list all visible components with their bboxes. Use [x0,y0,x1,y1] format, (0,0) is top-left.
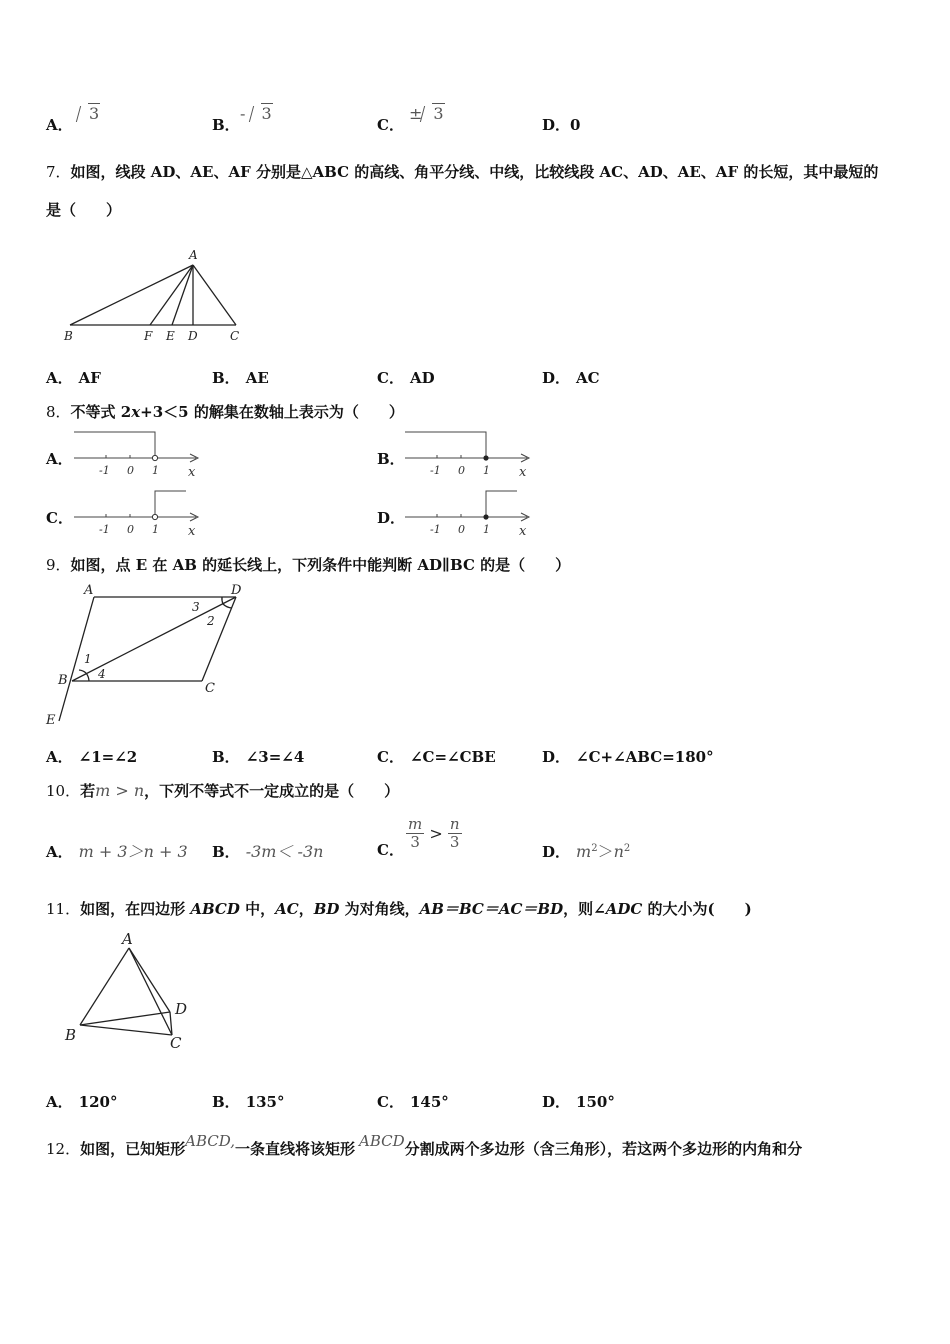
label-b: B [64,329,73,343]
sqrt-expr [78,104,100,123]
segment-bd [72,597,236,681]
base-1: m [576,842,592,861]
question-text: ，则∠ [563,900,606,918]
option-label: B． [212,748,240,766]
equality-chain: AB＝BC＝AC＝BD [419,900,564,918]
angle-arc-4 [86,673,89,681]
sign-prefix: - [240,104,246,123]
option-label: A． [46,748,73,766]
q11-option-d[interactable] [542,1091,615,1112]
rect-name-1: ABCD, [185,1132,235,1150]
solution-region [486,491,517,517]
q7-triangle-figure [56,244,256,348]
tick-neg1: -1 [99,464,110,477]
q6-option-c[interactable] [377,114,404,135]
angle-label-1: 1 [84,652,92,666]
question-text: 如图，已知矩形 [80,1140,186,1158]
label-c: C [230,329,240,343]
angle-adc: ADC [605,900,643,918]
q7-option-d[interactable] [542,367,600,388]
option-label: D． [542,748,571,766]
solution-region [405,432,486,458]
q8-number-line-c [72,487,207,539]
label-d: D [188,329,198,343]
label-a: A [122,930,133,948]
option-text: ∠1=∠2 [78,748,138,766]
q8-stem [46,401,404,422]
tick-1: 1 [152,464,159,477]
q6-option-b[interactable] [212,114,240,135]
exp-1: 2 [591,843,598,854]
question-text: 中， [239,900,276,918]
option-text: 120° [78,1093,118,1111]
fraction-left [406,816,424,851]
segment-ac [129,948,172,1035]
sign-prefix: ± [409,104,423,123]
q11-option-b[interactable] [212,1091,285,1112]
option-expr: -3m＜ -3n [245,842,324,861]
q7-option-c[interactable] [377,367,435,388]
option-label: D． [542,369,571,387]
exp-2: 2 [623,843,631,854]
question-number: 12． [46,1140,81,1158]
angle-arc-3 [222,597,223,604]
option-text: AE [245,369,269,387]
label-b: B [65,1026,77,1044]
q9-parallelogram-figure [42,580,252,730]
option-text: ∠3=∠4 [245,748,305,766]
denominator: 3 [449,833,460,851]
tick-1: 1 [483,523,490,536]
closed-point [483,455,488,460]
tick-1: 1 [483,464,490,477]
q7-stem-line1 [46,161,878,182]
label-b: B [58,673,68,688]
q8-option-c[interactable] [46,507,73,528]
q8-option-d[interactable] [377,507,405,528]
option-label: C． [377,116,404,134]
q6-option-a[interactable] [46,114,73,135]
segment-bd [80,1012,170,1025]
angle-label-3: 3 [192,600,200,614]
question-text: 如图，点 E 在 AB 的延长线上，下列条件中能判断 AD∥BC 的是（ ） [70,556,571,574]
base-2: n [613,842,624,861]
tick-neg1: -1 [99,523,110,536]
option-label: A． [46,369,73,387]
q7-option-b[interactable] [212,367,269,388]
option-text: 0 [570,116,581,134]
option-label: B． [212,116,240,134]
radicand: 3 [261,104,272,123]
question-text: ， [298,900,314,918]
segment-ad [129,948,170,1012]
q6-option-d[interactable] [542,114,580,135]
denominator: 3 [410,833,420,851]
fraction-right [448,816,462,851]
question-text-post: ，下列不等式不一定成立的是（ ） [144,782,400,800]
q11-stem [46,898,752,919]
option-label: C． [377,1093,404,1111]
axis-var: x [519,524,527,539]
q8-number-line-a [72,428,207,480]
compare-op: > [429,824,443,843]
q11-quadrilateral-figure [56,926,206,1056]
option-label: D． [542,116,571,134]
solution-region [74,432,155,458]
option-text: AC [576,369,600,387]
q10-option-d[interactable] [542,839,630,862]
tick-0: 0 [458,464,465,477]
q6-option-c-expr [409,104,445,123]
question-var: x [131,403,141,421]
q9-option-b[interactable] [212,746,304,767]
option-label: B． [212,843,240,861]
tick-0: 0 [127,523,134,536]
option-label: C． [377,369,404,387]
segment-ac [193,265,236,325]
question-number: 11． [46,900,81,918]
q6-option-b-expr [240,104,273,123]
q10-option-a[interactable] [46,839,188,862]
option-label: C． [46,509,73,527]
option-text: ∠C+∠ABC=180° [576,748,714,766]
numerator: n [449,815,460,833]
option-label: C． [377,748,404,766]
closed-point [483,514,488,519]
open-point [152,514,157,519]
q9-option-c[interactable] [377,746,496,767]
label-c: C [205,681,215,696]
tick-1: 1 [152,523,159,536]
question-text: 分割成两个多边形（含三角形），若这两个多边形的内角和分 [404,1140,803,1158]
q8-option-a[interactable] [46,448,73,469]
option-text: ∠C=∠CBE [409,748,496,766]
option-text: AF [78,369,101,387]
q12-stem [46,1132,803,1159]
question-text: 如图，在四边形 [80,900,191,918]
segment-bc [80,1025,172,1035]
segment-af [150,265,193,325]
option-label: B． [377,450,405,468]
question-text-pre: 不等式 2 [70,403,132,421]
sqrt-expr [422,104,444,123]
rect-name-2: ABCD [359,1132,405,1150]
option-label: D． [377,509,406,527]
angle-arc-1 [79,670,86,673]
option-label: A． [46,843,73,861]
angle-arc-2 [223,604,232,608]
label-e: E [46,713,56,728]
segment-ab [80,948,129,1025]
question-text-pre: 若 [80,782,96,800]
question-text: 为对角线， [339,900,420,918]
q10-option-c-expr [406,816,462,851]
axis-var: x [519,465,527,480]
axis-var: x [188,524,196,539]
q8-number-line-d [403,487,538,539]
option-text: 150° [576,1093,615,1111]
q9-stem [46,554,570,575]
option-label: D． [542,1093,571,1111]
option-label: D． [542,843,571,861]
option-expr: m + 3＞n + 3 [78,842,188,861]
label-d: D [175,1000,188,1018]
question-number: 8． [46,403,71,421]
tick-0: 0 [458,523,465,536]
tick-neg1: -1 [430,464,441,477]
question-text: 是（ ） [46,201,122,219]
q8-number-line-b [403,428,538,480]
angle-label-4: 4 [98,667,106,681]
q9-option-d[interactable] [542,746,714,767]
label-c: C [170,1034,182,1052]
numerator: m [408,815,423,833]
q7-stem-line2 [46,199,121,220]
cond-n: n [133,781,145,800]
option-label: A． [46,116,73,134]
sqrt-expr [251,104,273,123]
question-text: 如图，线段 AD、AE、AF 分别是△ABC 的高线、角平分线、中线，比较线段 AC、AD、AE、AF 的长短，其中最短的 [70,163,879,181]
option-label: B． [212,1093,240,1111]
option-label: A． [46,1093,73,1111]
question-number: 7． [46,163,71,181]
tick-neg1: -1 [430,523,441,536]
q7-option-a[interactable] [46,367,101,388]
question-text-post: +3＜5 的解集在数轴上表示为（ ） [140,403,404,421]
label-a: A [84,583,94,598]
label-f: F [144,329,153,343]
q10-option-c[interactable] [377,839,410,860]
option-text: 135° [245,1093,285,1111]
axis-var: x [188,465,196,480]
diagonal-ac: AC [275,900,299,918]
question-number: 9． [46,556,71,574]
q9-option-a[interactable] [46,746,137,767]
diagonal-bd: BD [313,900,340,918]
radicand: 3 [433,104,444,123]
option-text: AD [409,369,435,387]
angle-label-2: 2 [207,614,215,628]
q6-option-a-expr [78,104,100,123]
option-label: A． [46,450,73,468]
q11-option-c[interactable] [377,1091,449,1112]
radicand: 3 [89,104,100,123]
q10-stem [46,780,399,801]
option-label: C． [377,841,404,859]
label-d: D [231,583,242,598]
q8-option-b[interactable] [377,448,405,469]
tick-0: 0 [127,464,134,477]
cond-m: m [95,781,111,800]
q11-option-a[interactable] [46,1091,117,1112]
option-label: B． [212,369,240,387]
q10-option-b[interactable] [212,839,323,862]
cond-op: > [110,781,134,800]
question-text: 的大小为( ) [642,900,752,918]
segment-dc [202,597,236,681]
open-point [152,455,157,460]
label-a: A [189,248,198,262]
quad-name: ABCD [190,900,240,918]
solution-region [155,491,186,517]
question-text: 一条直线将该矩形 [234,1140,355,1158]
question-number: 10． [46,782,81,800]
label-e: E [166,329,175,343]
compare-op: ＞ [597,842,614,861]
option-text: 145° [409,1093,449,1111]
